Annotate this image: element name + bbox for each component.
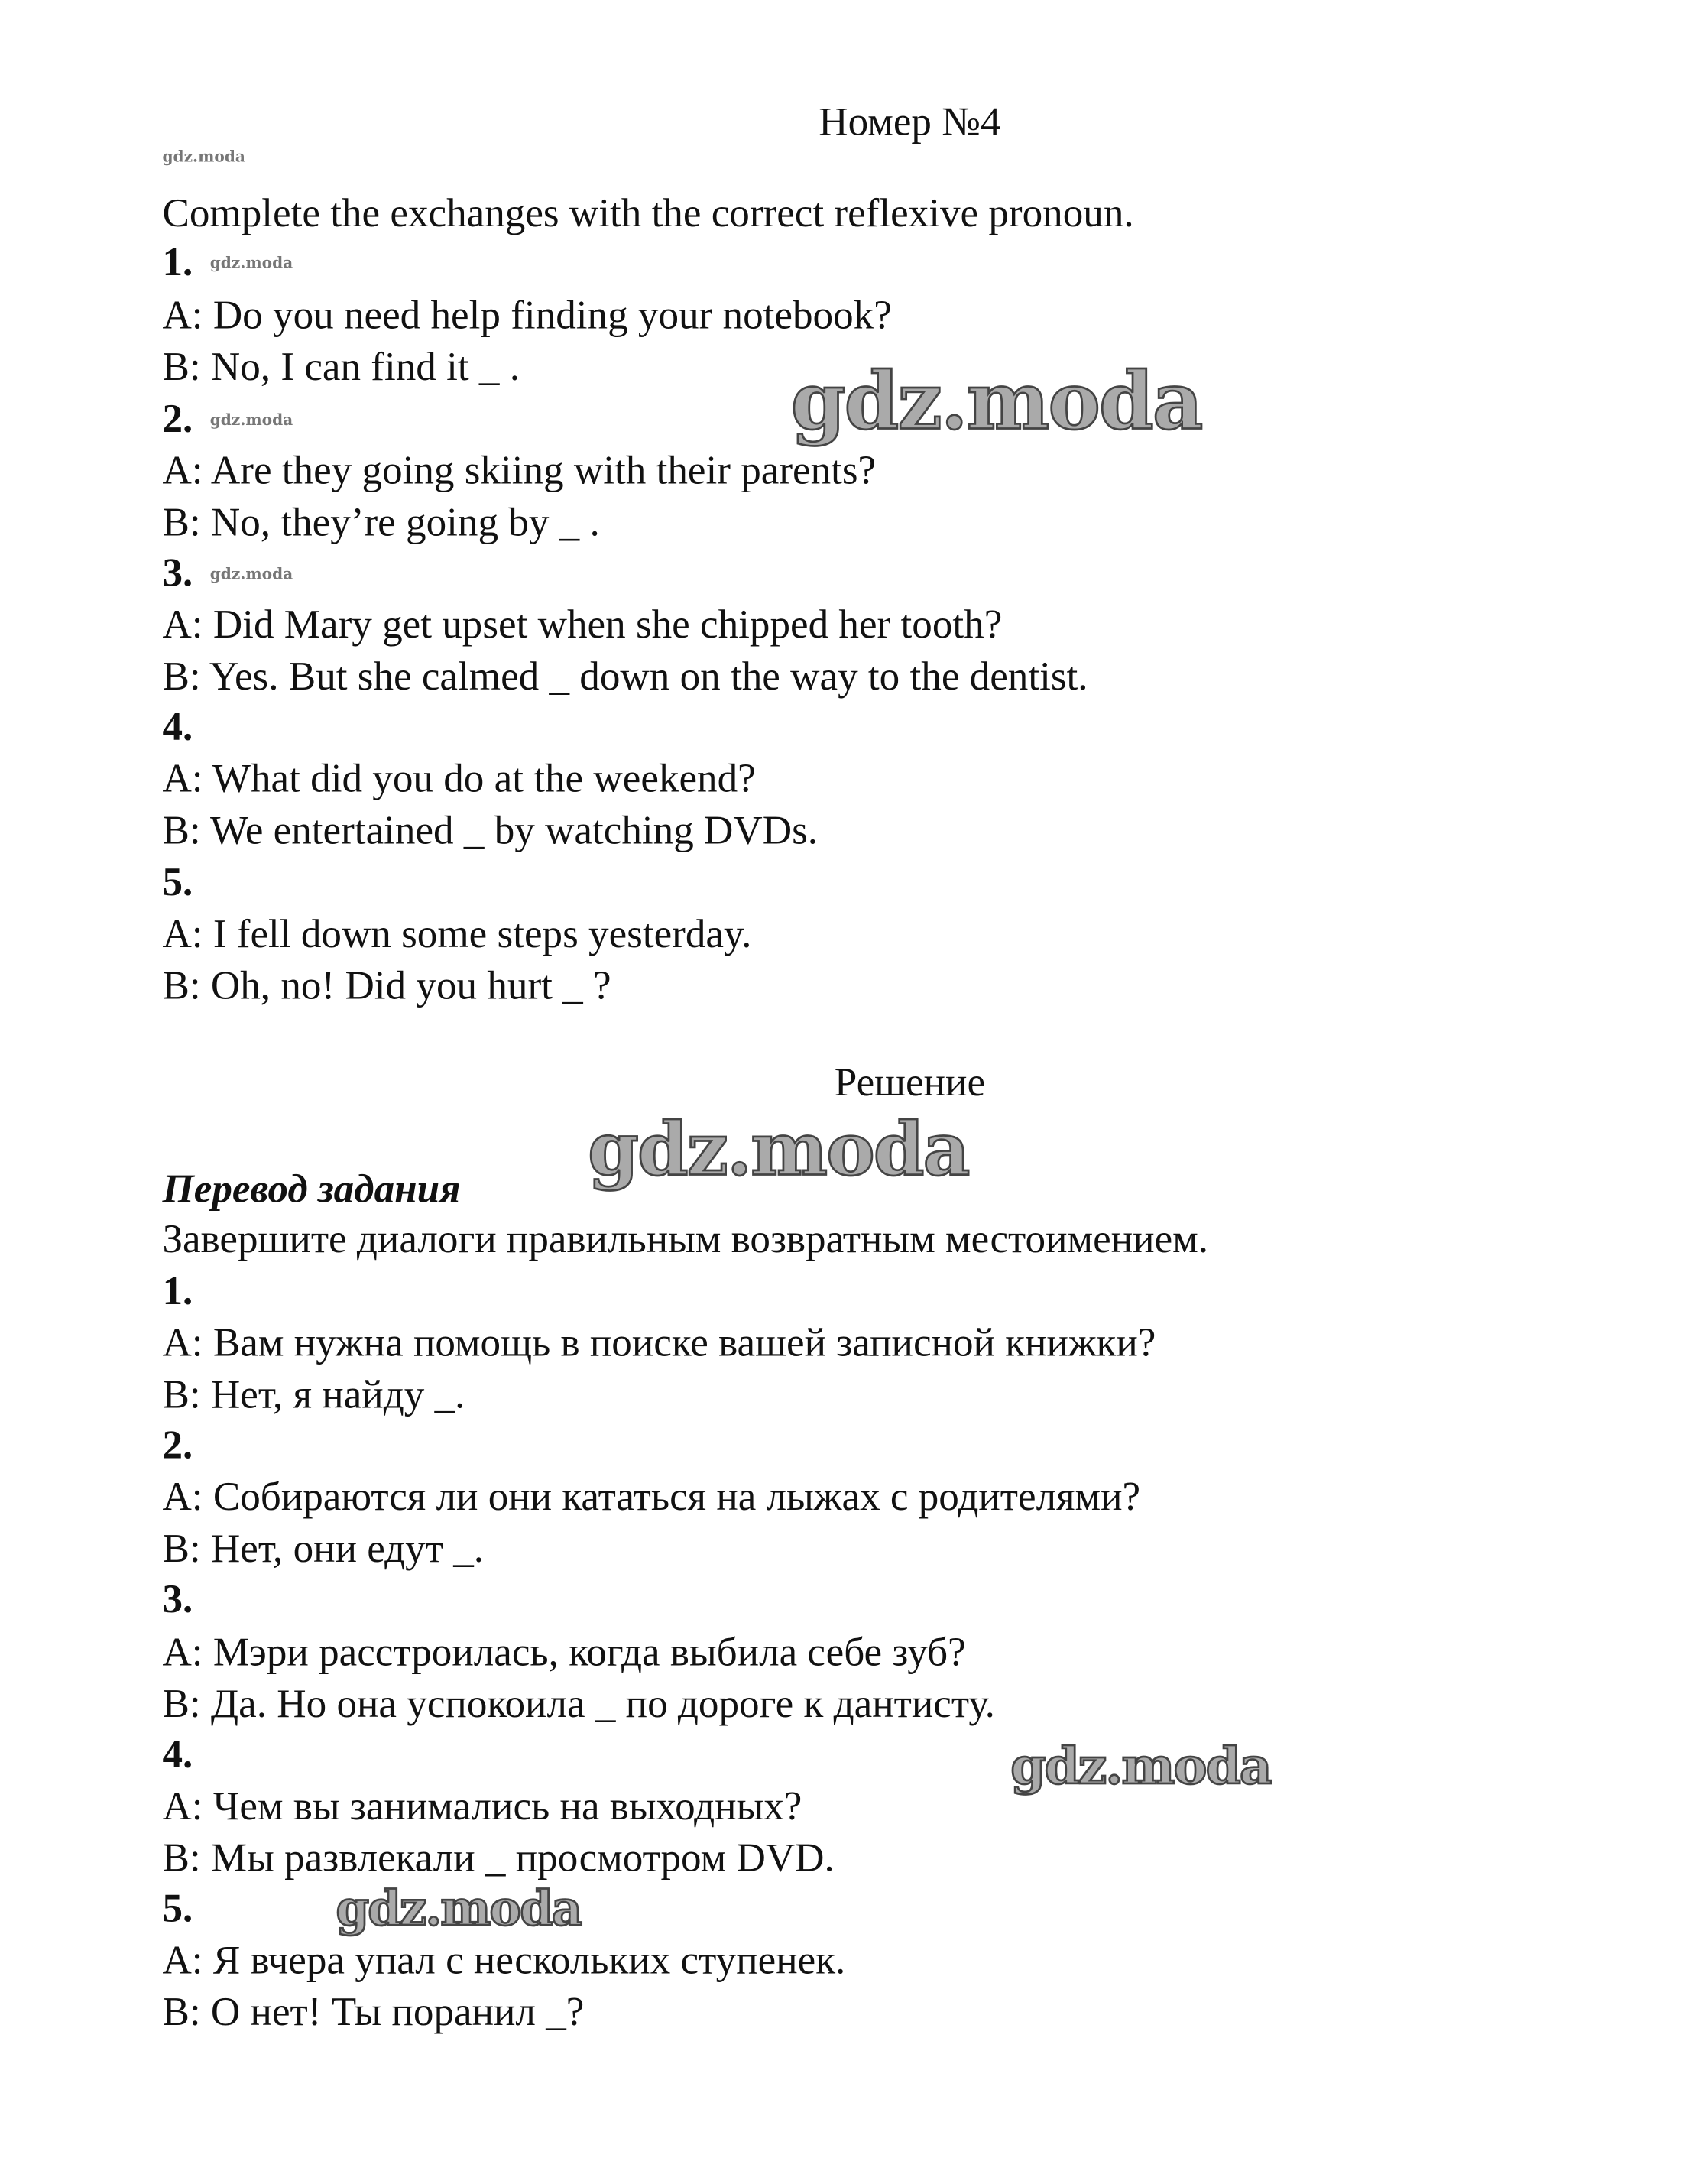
solution-instruction: Завершите диалоги правильным возвратным местоимением. xyxy=(162,1217,1209,1263)
line-a: A: Мэри расстроилась, когда выбила себе зуб? xyxy=(162,1630,966,1676)
line-b: B: We entertained _ by watching DVDs. xyxy=(162,808,819,854)
watermark: gdz.moda xyxy=(1010,1737,1271,1796)
line-b: B: No, they’re going by _ . xyxy=(162,500,600,546)
line-a: A: What did you do at the weekend? xyxy=(162,756,756,802)
line-a: A: Do you need help finding your notebook? xyxy=(162,293,892,339)
item-number: 5. xyxy=(162,860,193,906)
line-b: B: Yes. But she calmed _ down on the way to the dentist. xyxy=(162,654,1088,699)
item-number: 1. xyxy=(162,240,193,285)
solution-heading: Решение xyxy=(834,1060,986,1105)
line-a: A: Are they going skiing with their parents? xyxy=(162,448,877,494)
line-a: A: I fell down some steps yesterday. xyxy=(162,912,752,957)
item-number: 1. xyxy=(162,1269,193,1314)
watermark: gdz.moda xyxy=(588,1107,969,1193)
task-instruction: Complete the exchanges with the correct reflexive pronoun. xyxy=(162,190,1134,236)
watermark-small: gdz.moda xyxy=(162,148,245,167)
line-b: B: No, I can find it _ . xyxy=(162,345,520,391)
item-number: 5. xyxy=(162,1886,193,1932)
item-number: 3. xyxy=(162,550,193,596)
item-number: 2. xyxy=(162,397,193,442)
watermark-small: gdz.moda xyxy=(209,254,293,273)
line-b: B: Oh, no! Did you hurt _ ? xyxy=(162,963,611,1009)
page-title: Номер №4 xyxy=(819,99,1001,145)
line-b: B: Нет, они едут _. xyxy=(162,1527,485,1572)
item-number: 4. xyxy=(162,1732,193,1777)
line-b: B: Нет, я найду _. xyxy=(162,1372,465,1418)
translation-subheading: Перевод задания xyxy=(162,1167,461,1212)
watermark-small: gdz.moda xyxy=(209,564,293,583)
line-a: A: Did Mary get upset when she chipped her tooth? xyxy=(162,602,1003,648)
line-b: B: О нет! Ты поранил _? xyxy=(162,1990,585,2035)
line-a: A: Вам нужна помощь в поиске вашей записной книжки? xyxy=(162,1320,1156,1366)
item-number: 2. xyxy=(162,1423,193,1468)
line-a: A: Собираются ли они кататься на лыжах с родителями? xyxy=(162,1475,1141,1520)
item-number: 4. xyxy=(162,705,193,750)
line-b: B: Да. Но она успокоила _ по дороге к дантисту. xyxy=(162,1682,995,1728)
watermark: gdz.moda xyxy=(336,1881,582,1938)
item-number: 3. xyxy=(162,1577,193,1622)
line-b: B: Мы развлекали _ просмотром DVD. xyxy=(162,1835,835,1881)
watermark-small: gdz.moda xyxy=(209,411,293,430)
line-a: A: Чем вы занимались на выходных? xyxy=(162,1784,802,1829)
line-a: A: Я вчера упал с нескольких ступенек. xyxy=(162,1938,846,1984)
watermark: gdz.moda xyxy=(790,355,1202,449)
